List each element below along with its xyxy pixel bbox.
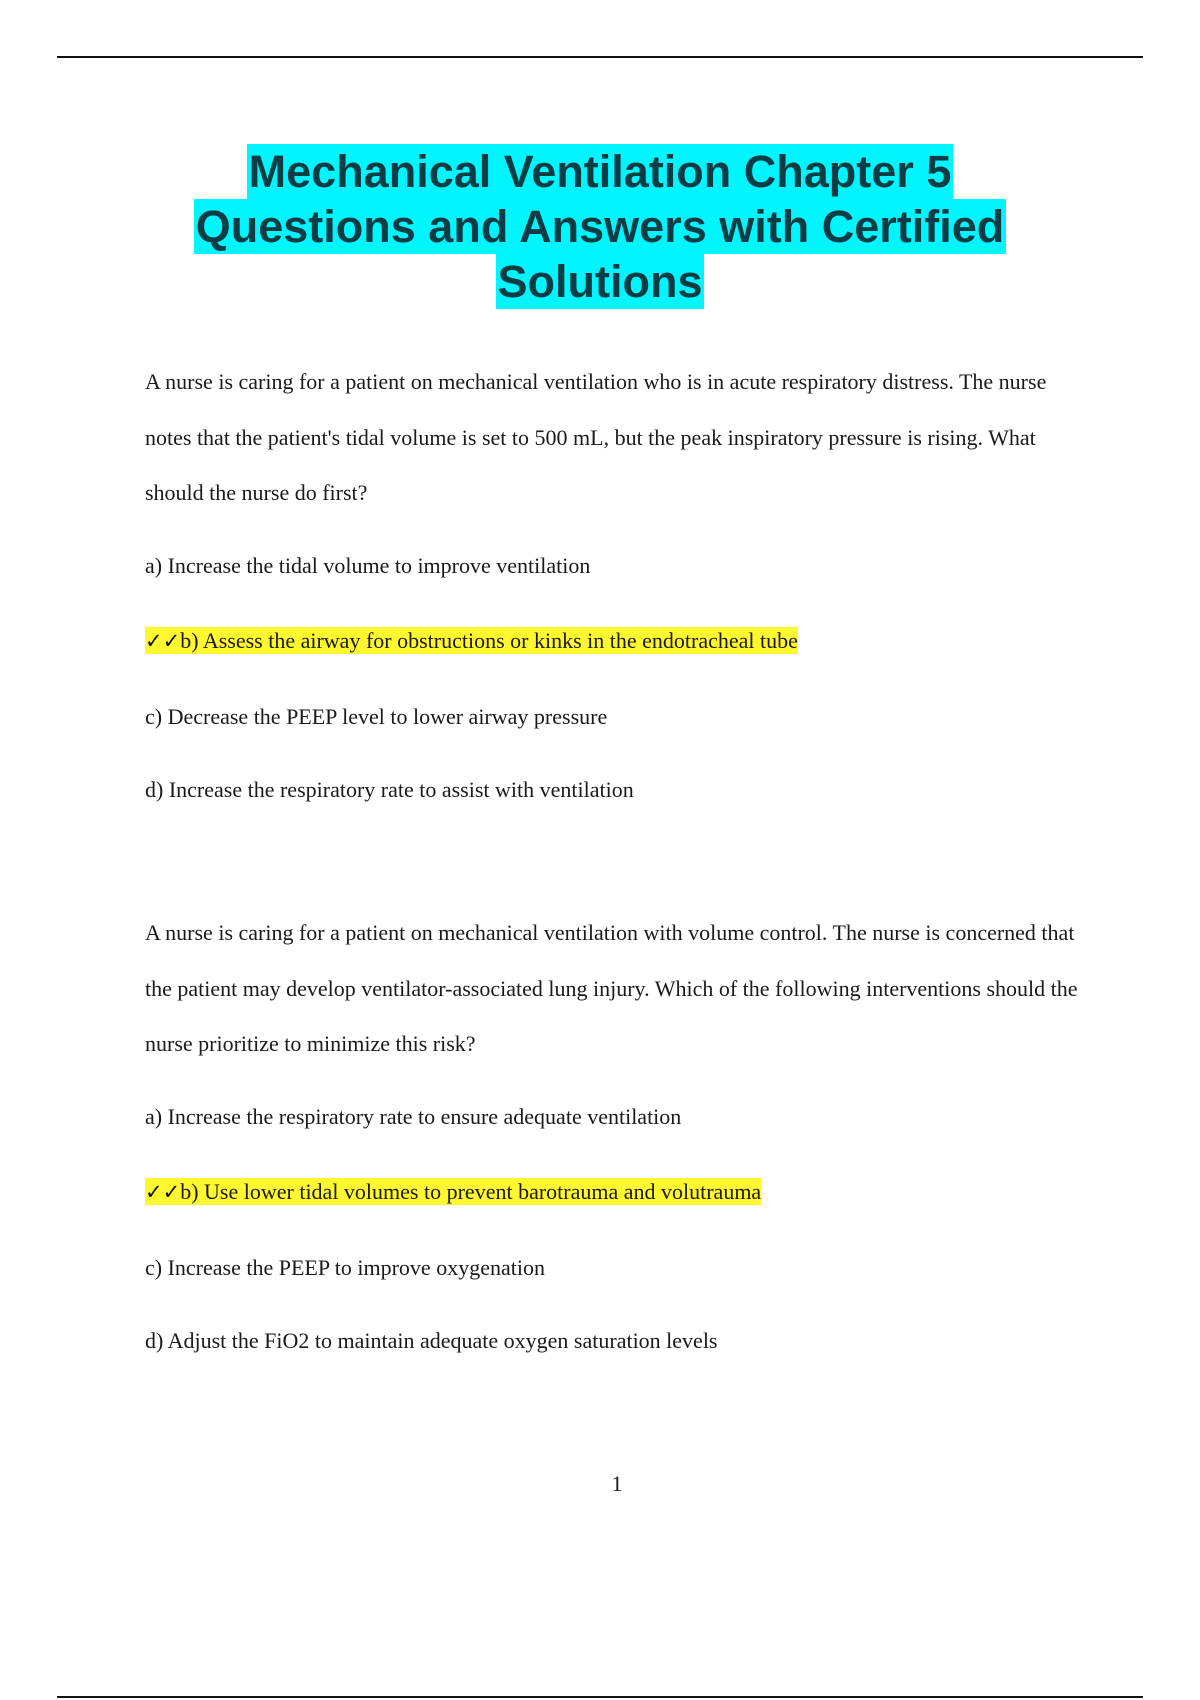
- option-c: c) Increase the PEEP to improve oxygenation: [145, 1255, 545, 1280]
- check-mark-icon: ✓✓: [145, 629, 181, 653]
- title-line-3: Solutions: [497, 256, 703, 307]
- document-title: [100, 144, 1100, 309]
- option-d: d) Increase the respiratory rate to assist with ventilation: [145, 777, 634, 802]
- title-line-2: Questions and Answers with Certified: [195, 201, 1005, 252]
- option-b-text: b) Use lower tidal volumes to prevent barotrauma and volutrauma: [180, 1179, 762, 1204]
- header-rule: [57, 56, 1143, 58]
- answer-highlight: [145, 1178, 761, 1205]
- option-d: d) Adjust the FiO2 to maintain adequate oxygen saturation levels: [145, 1328, 718, 1353]
- option-c: c) Decrease the PEEP level to lower airway pressure: [145, 704, 608, 729]
- answer-highlight: [145, 627, 798, 654]
- option-b-text: b) Assess the airway for obstructions or kinks in the endotracheal tube: [180, 628, 798, 653]
- option-b-correct: [145, 626, 798, 656]
- question-stem: A nurse is caring for a patient on mechanical ventilation who is in acute respiratory distress. The nurse notes that the patient's tidal volume is set to 500 mL, but the peak inspiratory pressure is rising. What should the nurse do first?: [145, 369, 1047, 505]
- option-a: a) Increase the tidal volume to improve ventilation: [145, 553, 591, 578]
- option-a: a) Increase the respiratory rate to ensure adequate ventilation: [145, 1104, 682, 1129]
- check-mark-icon: ✓✓: [145, 1180, 181, 1204]
- option-b-correct: [145, 1177, 761, 1207]
- page-number: 1: [611, 1471, 623, 1496]
- footer-rule: [57, 1696, 1143, 1698]
- question-stem: A nurse is caring for a patient on mechanical ventilation with volume control. The nurse is concerned that the patient may develop ventilator-associated lung injury. Which of the following interventions should the nurse prioritize to minimize this risk?: [145, 920, 1078, 1056]
- title-line-1: Mechanical Ventilation Chapter 5: [248, 146, 952, 197]
